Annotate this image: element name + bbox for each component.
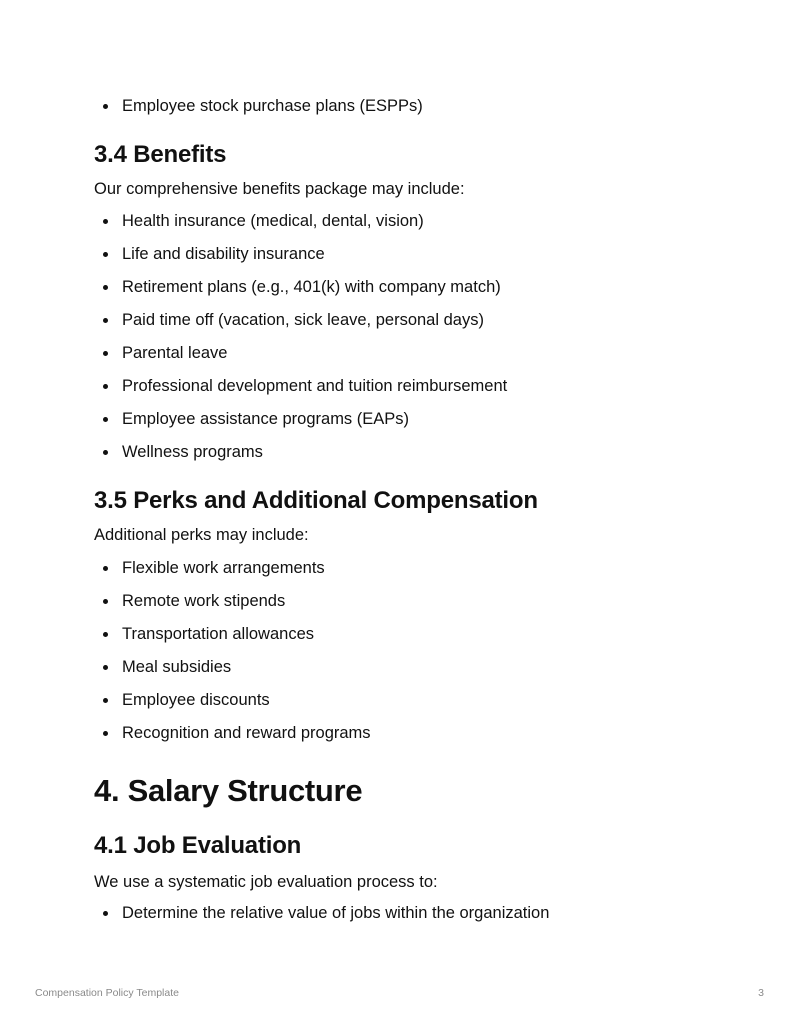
bullet-dot [103, 731, 108, 736]
list-item-text: Remote work stipends [122, 592, 286, 610]
list-item-text: Life and disability insurance [122, 245, 325, 263]
footer-page-number: 3 [758, 987, 764, 999]
bullet-dot [103, 911, 108, 916]
bullet-dot [103, 417, 108, 422]
bullet-dot [103, 698, 108, 703]
bullet-dot [103, 104, 108, 109]
bullet-dot [103, 384, 108, 389]
list-item-text: Employee discounts [122, 691, 270, 709]
list-item [94, 903, 549, 936]
bullet-dot [103, 450, 108, 455]
bullet-dot [103, 252, 108, 257]
list-item [94, 624, 371, 657]
list-item [94, 558, 371, 591]
list-item [94, 211, 507, 244]
bullet-dot [103, 599, 108, 604]
job-evaluation-list [94, 903, 549, 936]
list-item-text: Health insurance (medical, dental, vision) [122, 212, 424, 230]
list-item [94, 442, 507, 475]
list-item [94, 723, 371, 756]
bullet-dot [103, 351, 108, 356]
list-item-text: Meal subsidies [122, 658, 232, 676]
bullet-dot [103, 285, 108, 290]
list-item-text: Flexible work arrangements [122, 559, 325, 577]
section-intro-4-1: We use a systematic job evaluation process to: [94, 873, 438, 891]
bullet-dot [103, 219, 108, 224]
section-heading-3-4: 3.4 Benefits [94, 141, 227, 168]
list-item-text: Retirement plans (e.g., 401(k) with company match) [122, 278, 501, 296]
benefits-list [94, 211, 507, 475]
section-heading-4-1: 4.1 Job Evaluation [94, 832, 302, 859]
list-item-text: Professional development and tuition reimbursement [122, 377, 508, 395]
list-item-text: Employee stock purchase plans (ESPPs) [122, 97, 423, 115]
list-item [94, 376, 507, 409]
list-item-text: Recognition and reward programs [122, 724, 371, 742]
list-item-text: Transportation allowances [122, 625, 314, 643]
bullet-dot [103, 632, 108, 637]
list-item [94, 657, 371, 690]
footer-document-title: Compensation Policy Template [35, 987, 179, 999]
list-item [94, 244, 507, 277]
list-item [94, 343, 507, 376]
section-intro-3-4: Our comprehensive benefits package may include: [94, 180, 465, 198]
bullet-dot [103, 566, 108, 571]
list-item-text: Wellness programs [122, 443, 263, 461]
list-item [94, 277, 507, 310]
bullet-dot [103, 665, 108, 670]
list-item-text: Paid time off (vacation, sick leave, personal days) [122, 311, 484, 329]
list-item-text: Determine the relative value of jobs within the organization [122, 904, 550, 922]
section-heading-4: 4. Salary Structure [94, 773, 363, 808]
list-item [94, 591, 371, 624]
section-heading-3-5: 3.5 Perks and Additional Compensation [94, 487, 538, 514]
list-item [94, 409, 507, 442]
list-item-text: Parental leave [122, 344, 228, 362]
list-item [94, 310, 507, 343]
list-item-text: Employee assistance programs (EAPs) [122, 410, 410, 428]
list-3-3-tail [94, 96, 423, 129]
list-item [94, 690, 371, 723]
perks-list [94, 558, 371, 756]
list-item [94, 96, 423, 129]
section-intro-3-5: Additional perks may include: [94, 526, 309, 544]
bullet-dot [103, 318, 108, 323]
